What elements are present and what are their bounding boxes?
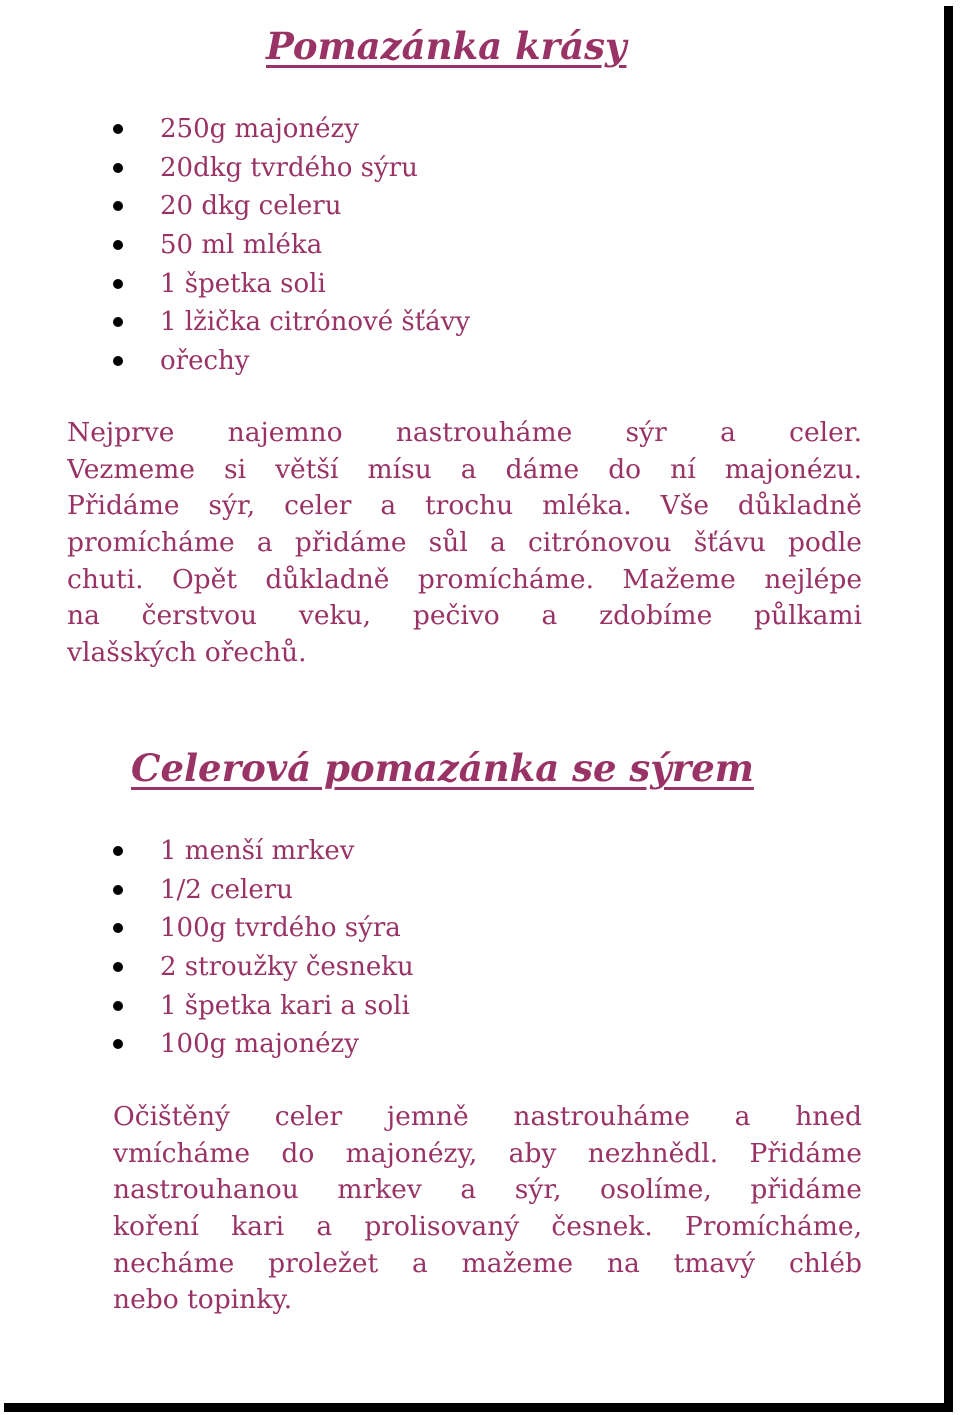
ingredient-text: 1 lžička citrónové šťávy bbox=[160, 307, 471, 338]
instruction-line: necháme proležet a mažeme na tmavý chléb bbox=[113, 1247, 862, 1279]
ingredient-item bbox=[112, 226, 470, 265]
ingredient-item bbox=[112, 909, 414, 948]
instruction-line: Očištěný celer jemně nastrouháme a hned bbox=[113, 1101, 862, 1132]
instruction-line: vlašských ořechů. bbox=[67, 637, 307, 669]
instruction-line: nebo topinky. bbox=[113, 1284, 293, 1316]
ingredient-text: 2 stroužky česneku bbox=[160, 952, 414, 983]
ingredient-item bbox=[112, 948, 414, 987]
bullet-icon bbox=[113, 124, 123, 134]
instruction-line: Vezmeme si větší mísu a dáme do ní majonézu. bbox=[67, 453, 862, 485]
bullet-icon bbox=[113, 201, 123, 211]
ingredient-item bbox=[112, 149, 470, 188]
ingredient-text: 250g majonézy bbox=[160, 114, 359, 144]
recipe-title: Pomazánka krásy bbox=[266, 24, 627, 68]
ingredient-text: 1 špetka kari a soli bbox=[160, 990, 410, 1021]
ingredient-text: 1 menší mrkev bbox=[160, 836, 355, 866]
ingredient-text: ořechy bbox=[160, 346, 250, 377]
recipe-title: Celerová pomazánka se sýrem bbox=[131, 746, 754, 790]
ingredient-item bbox=[112, 832, 414, 871]
bullet-icon bbox=[113, 1001, 123, 1011]
bullet-icon bbox=[113, 356, 123, 366]
ingredient-text: 1 špetka soli bbox=[160, 268, 326, 299]
bullet-icon bbox=[113, 1039, 123, 1049]
ingredient-item bbox=[112, 871, 414, 910]
ingredient-text: 100g tvrdého sýra bbox=[160, 913, 401, 944]
instruction-line: koření kari a prolisovaný česnek. Promícháme, bbox=[113, 1211, 862, 1243]
bullet-icon bbox=[113, 279, 123, 289]
ingredient-text: 20 dkg celeru bbox=[160, 191, 342, 222]
ingredient-item bbox=[112, 303, 470, 342]
ingredient-list bbox=[112, 110, 470, 381]
bullet-icon bbox=[113, 962, 123, 972]
ingredient-text: 50 ml mléka bbox=[160, 230, 323, 261]
ingredient-text: 20dkg tvrdého sýru bbox=[160, 152, 418, 183]
ingredient-list bbox=[112, 832, 414, 1064]
ingredient-item bbox=[112, 110, 470, 149]
instruction-line: Nejprve najemno nastrouháme sýr a celer. bbox=[67, 417, 862, 448]
bullet-icon bbox=[113, 885, 123, 895]
bullet-icon bbox=[113, 846, 123, 856]
ingredient-text: 100g majonézy bbox=[160, 1029, 359, 1060]
page-shadow-bottom bbox=[4, 1403, 953, 1412]
bullet-icon bbox=[113, 163, 123, 173]
instruction-line: vmícháme do majonézy, aby nezhnědl. Přidáme bbox=[113, 1137, 862, 1169]
instruction-line: Přidáme sýr, celer a trochu mléka. Vše důkladně bbox=[67, 490, 862, 522]
page-shadow-right bbox=[944, 6, 953, 1412]
bullet-icon bbox=[113, 240, 123, 250]
bullet-icon bbox=[113, 923, 123, 933]
ingredient-text: 1/2 celeru bbox=[160, 874, 293, 905]
recipe-instructions bbox=[67, 415, 862, 672]
recipe-instructions bbox=[113, 1099, 862, 1319]
ingredient-item bbox=[112, 1025, 414, 1064]
instruction-line: na čerstvou veku, pečivo a zdobíme půlkami bbox=[67, 600, 862, 632]
bullet-icon bbox=[113, 317, 123, 327]
instruction-line: promícháme a přidáme sůl a citrónovou šťávu podle bbox=[67, 527, 862, 559]
instruction-line: chuti. Opět důkladně promícháme. Mažeme nejlépe bbox=[67, 563, 862, 595]
ingredient-item bbox=[112, 987, 414, 1026]
instruction-line: nastrouhanou mrkev a sýr, osolíme, přidáme bbox=[113, 1174, 862, 1206]
ingredient-item bbox=[112, 187, 470, 226]
ingredient-item bbox=[112, 265, 470, 304]
ingredient-item bbox=[112, 342, 470, 381]
